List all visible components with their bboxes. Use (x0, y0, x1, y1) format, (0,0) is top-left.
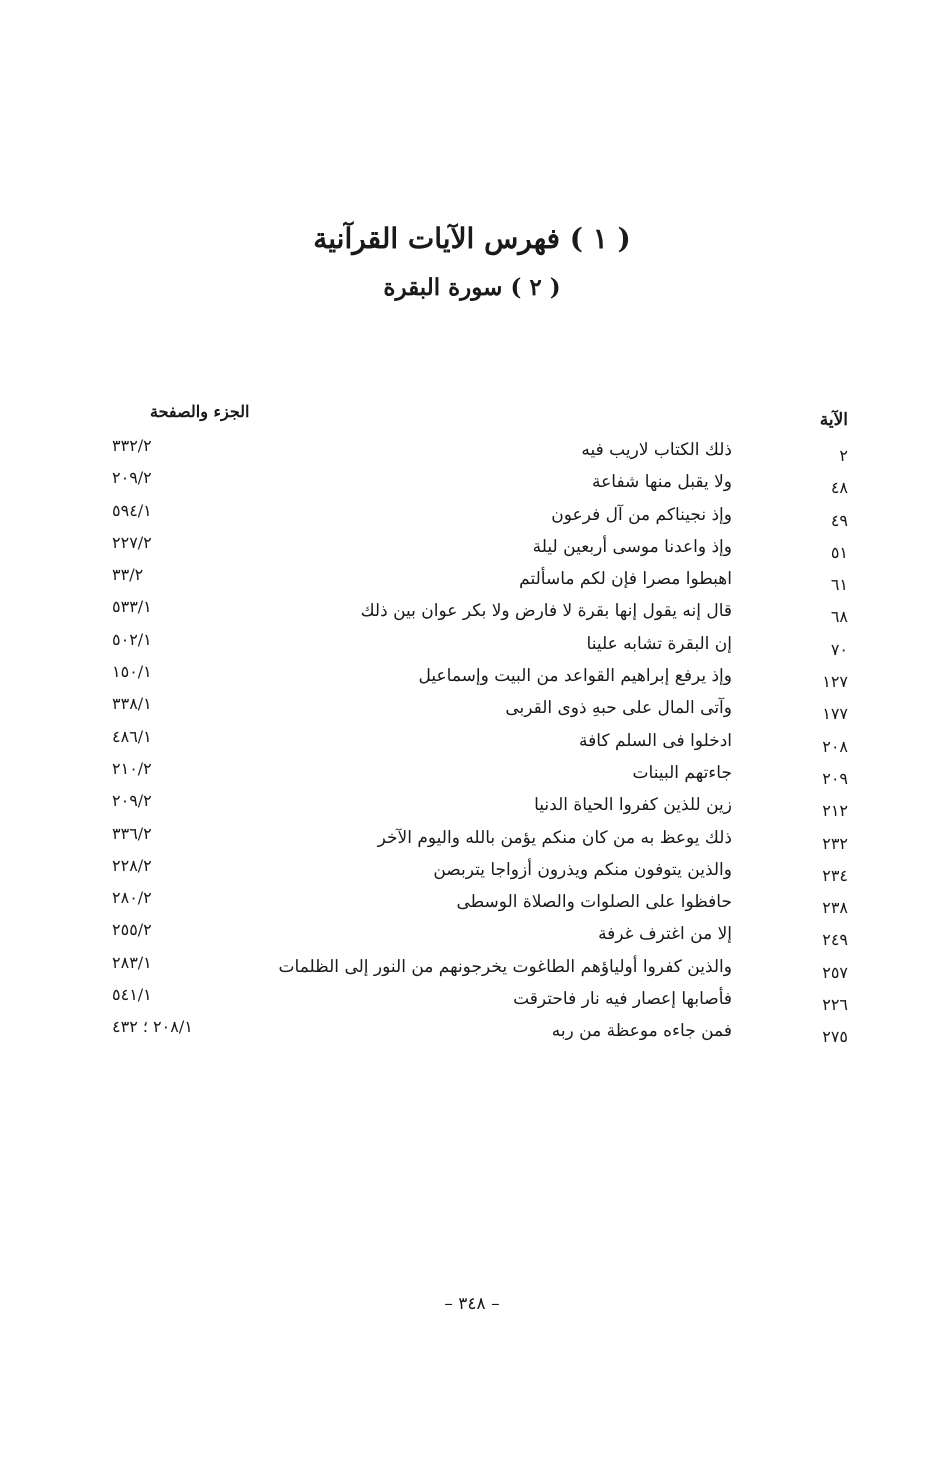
verse-number: ٢٢٦ (822, 995, 848, 1015)
volume-page-reference: ٥٣٣/١ (112, 597, 152, 617)
volume-page-reference: ٥٩٤/١ (112, 500, 152, 520)
verse-number: ١٢٧ (822, 672, 848, 692)
verse-number: ٢٠٨ (822, 736, 848, 756)
volume-page-reference: ٢٢٨/٢ (112, 855, 152, 875)
column-header-aya: الآية (819, 410, 848, 430)
column-header-reference: الجزء والصفحة (150, 402, 250, 421)
volume-page-reference: ٣٣/٢ (112, 565, 144, 585)
volume-page-reference: ٣٣٨/١ (112, 694, 152, 714)
volume-page-reference: ٥٤١/١ (112, 985, 152, 1005)
verse-text: قال إنه يقول إنها بقرة لا فارض ولا بكر عوان بين ذلك (360, 601, 732, 622)
verse-number: ٢٤٩ (822, 930, 848, 950)
volume-page-reference: ٢٠٩/٢ (112, 791, 152, 811)
verse-text: زين للذين كفروا الحياة الدنيا (534, 795, 732, 816)
verse-text: جاءتهم البينات (632, 762, 732, 783)
verse-text: إلا من اغترف غرفة (598, 924, 732, 945)
verse-text: وإذ نجيناكم من آل فرعون (551, 504, 732, 525)
verse-text: حافظوا على الصلوات والصلاة الوسطى (456, 892, 732, 913)
page-number: – ٣٤٨ – (444, 1294, 500, 1314)
verse-number: ٢٣٨ (822, 898, 848, 918)
volume-page-reference: ٤٨٦/١ (112, 726, 152, 746)
verse-text: فأصابها إعصار فيه نار فاحترقت (513, 989, 732, 1010)
verse-index-list (0, 436, 944, 1054)
index-title: ( ١ ) فهرس الآيات القرآنية (313, 222, 631, 255)
volume-page-reference: ٢١٠/٢ (112, 758, 152, 778)
verse-text: فمن جاءه موعظة من ربه (551, 1021, 732, 1042)
verse-number: ٦١ (830, 575, 848, 595)
volume-page-reference: ٢٠٩/٢ (112, 468, 152, 488)
volume-page-reference: ٢٠٨/١ ؛ ٤٣٢ (112, 1017, 193, 1037)
verse-number: ٢٧٥ (822, 1027, 848, 1047)
verse-text: والذين يتوفون منكم ويذرون أزواجا يتربصن (433, 859, 732, 880)
verse-text: والذين كفروا أولياؤهم الطاغوت يخرجونهم من النور إلى الظلمات (278, 956, 732, 977)
verse-number: ٧٠ (830, 639, 848, 659)
verse-text: إن البقرة تشابه علينا (586, 633, 732, 654)
verse-text: وآتى المال على حبهِ ذوى القربى (505, 698, 732, 719)
verse-number: ٢٥٧ (822, 962, 848, 982)
verse-number: ١٧٧ (822, 704, 848, 724)
surah-subtitle: ( ٢ ) سورة البقرة (383, 274, 561, 301)
verse-number: ٢٠٩ (822, 768, 848, 788)
verse-text: ذلك يوعظ به من كان منكم يؤمن بالله واليوم الآخر (377, 827, 732, 848)
verse-text: وإذ واعدنا موسى أربعين ليلة (532, 536, 732, 557)
verse-text: ذلك الكتاب لاريب فيه (581, 440, 732, 460)
verse-text: وإذ يرفع إبراهيم القواعد من البيت وإسماعيل (418, 666, 732, 687)
volume-page-reference: ٥٠٢/١ (112, 629, 152, 649)
verse-number: ٥١ (830, 542, 848, 562)
volume-page-reference: ٢٨٠/٢ (112, 888, 152, 908)
volume-page-reference: ٣٣٢/٢ (112, 436, 152, 455)
verse-text: ولا يقبل منها شفاعة (592, 472, 732, 493)
volume-page-reference: ١٥٠/١ (112, 662, 152, 682)
verse-number: ٢ (839, 446, 848, 465)
volume-page-reference: ٢٢٧/٢ (112, 532, 152, 552)
index-row (0, 1017, 944, 1053)
verse-number: ٦٨ (830, 607, 848, 627)
volume-page-reference: ٣٣٦/٢ (112, 823, 152, 843)
verse-text: اهبطوا مصرا فإن لكم ماسألتم (519, 569, 732, 590)
verse-number: ٢٣٢ (822, 833, 848, 853)
verse-number: ٤٩ (830, 510, 848, 530)
verse-number: ٢٣٤ (822, 865, 848, 885)
verse-text: ادخلوا فى السلم كافة (579, 730, 732, 751)
verse-number: ٢١٢ (822, 801, 848, 821)
volume-page-reference: ٢٥٥/٢ (112, 920, 152, 940)
verse-number: ٤٨ (830, 478, 848, 498)
volume-page-reference: ٢٨٣/١ (112, 952, 152, 972)
